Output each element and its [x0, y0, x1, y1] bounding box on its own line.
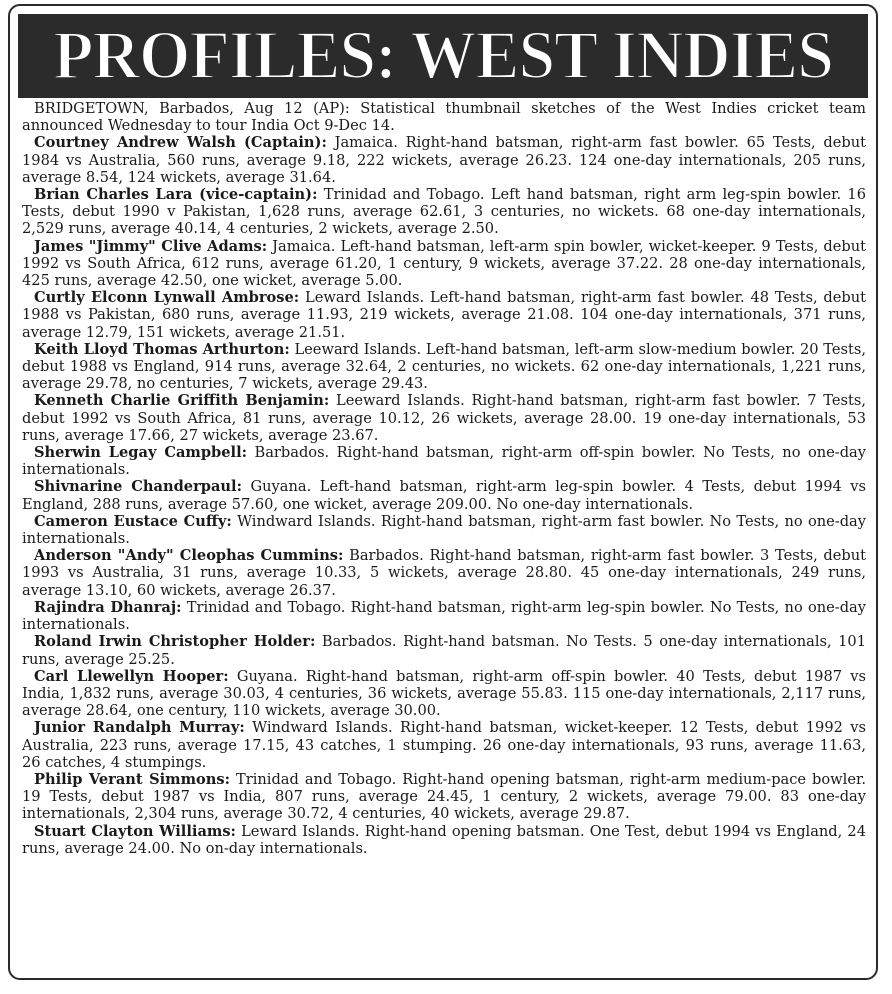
player-stats: Guyana. Right-hand batsman, right-arm off-spin bowler. 40 Tests, debut 1987 vs India, 1,832 runs, average 30.03, 4 centuries, 36 wickets, average 55.83. 115 one-day internationals, 2,117 runs, average 28.64, one century, 110 wickets, average 30.00.	[22, 667, 866, 720]
player-name: Rajindra Dhanraj:	[34, 598, 182, 616]
player-name: James "Jimmy" Clive Adams:	[34, 237, 268, 255]
player-name: Courtney Andrew Walsh (Captain):	[34, 134, 327, 152]
player-name: Curtly Elconn Lynwall Ambrose:	[34, 289, 300, 307]
player-profile	[22, 289, 866, 341]
player-profile	[22, 134, 866, 186]
headline: PROFILES: WEST INDIES	[53, 17, 833, 94]
player-name: Shivnarine Chanderpaul:	[34, 478, 242, 496]
player-stats: Jamaica. Left-hand batsman, left-arm spin bowler, wicket-keeper. 9 Tests, debut 1992 vs South Africa, 612 runs, average 61.20, 1 century, 9 wickets, average 37.22. 28 one-day internationals, 425 runs, average 42.50, one wicket, average 5.00.	[22, 237, 866, 290]
player-profile	[22, 633, 866, 667]
player-profile	[22, 478, 866, 512]
player-stats: Barbados. Right-hand batsman, right-arm fast bowler. 3 Tests, debut 1993 vs Australia, 31 runs, average 10.33, 5 wickets, average 28.80. 45 one-day internationals, 249 runs, average 13.10, 60 wickets, average 26.37.	[22, 547, 866, 599]
player-name: Carl Llewellyn Hooper:	[34, 667, 229, 685]
player-name: Stuart Clayton Williams:	[34, 822, 236, 840]
player-stats: Windward Islands. Right-hand batsman, right-arm fast bowler. No Tests, no one-day internationals.	[22, 512, 866, 548]
player-profile	[22, 668, 866, 720]
player-name: Kenneth Charlie Griffith Benjamin:	[34, 392, 330, 410]
player-profile	[22, 444, 866, 478]
player-profile	[22, 547, 866, 599]
player-profile	[22, 341, 866, 393]
player-profile	[22, 392, 866, 444]
player-profile	[22, 599, 866, 633]
player-stats: Leward Islands. Right-hand opening batsman. One Test, debut 1994 vs England, 24 runs, average 24.00. No on-day internationals.	[22, 822, 866, 857]
player-stats: Leeward Islands. Right-hand batsman, right-arm fast bowler. 7 Tests, debut 1992 vs South Africa, 81 runs, average 10.12, 26 wickets, average 28.00. 19 one-day internationals, 53 runs, average 17.66, 27 wickets, average 23.67.	[22, 392, 866, 444]
player-stats: Leward Islands. Left-hand batsman, right-arm fast bowler. 48 Tests, debut 1988 vs Pakistan, 680 runs, average 11.93, 219 wickets, average 21.08. 104 one-day internationals, 371 runs, average 12.79, 151 wickets, average 21.51.	[22, 289, 866, 341]
headline-banner	[18, 14, 868, 98]
article-body	[22, 100, 866, 857]
player-name: Brian Charles Lara (vice-captain):	[34, 186, 318, 204]
player-stats: Leeward Islands. Left-hand batsman, left-arm slow-medium bowler. 20 Tests, debut 1988 vs England, 914 runs, average 32.64, 2 centuries, no wickets. 62 one-day internationals, 1,221 runs, average 29.78, no centuries, 7 wickets, average 29.43.	[22, 340, 866, 393]
player-stats: Guyana. Left-hand batsman, right-arm leg-spin bowler. 4 Tests, debut 1994 vs England, 288 runs, average 57.60, one wicket, average 209.00. No one-day internationals.	[22, 478, 866, 513]
player-stats: Jamaica. Right-hand batsman, right-arm fast bowler. 65 Tests, debut 1984 vs Australia, 560 runs, average 9.18, 222 wickets, average 26.23. 124 one-day internationals, 205 runs, average 8.54, 124 wickets, average 31.64.	[22, 134, 866, 186]
player-stats: Windward Islands. Right-hand batsman, wicket-keeper. 12 Tests, debut 1992 vs Australia, 223 runs, average 17.15, 43 catches, 1 stumping. 26 one-day internationals, 93 runs, average 11.63, 26 catches, 4 stumpings.	[22, 719, 866, 771]
player-stats: Trinidad and Tobago. Right-hand batsman, right-arm leg-spin bowler. No Tests, no one-day internationals.	[22, 598, 866, 634]
player-profile	[22, 719, 866, 771]
player-name: Sherwin Legay Campbell:	[34, 444, 248, 462]
player-name: Cameron Eustace Cuffy:	[34, 512, 232, 530]
player-name: Junior Randalph Murray:	[34, 719, 245, 737]
player-name: Philip Verant Simmons:	[34, 770, 230, 788]
player-stats: Trinidad and Tobago. Left hand batsman, right arm leg-spin bowler. 16 Tests, debut 1990 v Pakistan, 1,628 runs, average 62.61, 3 centuries, no wickets. 68 one-day internationals, 2,529 runs, average 40.14, 4 centuries, 2 wickets, average 2.50.	[22, 186, 867, 238]
profiles-list	[22, 134, 866, 857]
player-profile	[22, 513, 866, 547]
player-name: Roland Irwin Christopher Holder:	[34, 633, 316, 651]
player-stats: Barbados. Right-hand batsman. No Tests. 5 one-day internationals, 101 runs, average 25.25.	[22, 633, 866, 668]
player-name: Keith Lloyd Thomas Arthurton:	[34, 340, 290, 358]
player-stats: Trinidad and Tobago. Right-hand opening batsman, right-arm medium-pace bowler. 19 Tests, debut 1987 vs India, 807 runs, average 24.45, 1 century, 2 wickets, average 79.00. 83 one-day internationals, 2,304 runs, average 30.72, 4 centuries, 40 wickets, average 29.87.	[22, 770, 866, 823]
player-profile	[22, 771, 866, 823]
player-name: Anderson "Andy" Cleophas Cummins:	[34, 547, 344, 565]
player-profile	[22, 186, 866, 238]
player-profile	[22, 238, 866, 290]
player-profile	[22, 823, 866, 857]
intro-paragraph: BRIDGETOWN, Barbados, Aug 12 (AP): Statistical thumbnail sketches of the West Indies cricket team announced Wednesday to tour India Oct 9-Dec 14.	[22, 100, 866, 135]
player-stats: Barbados. Right-hand batsman, right-arm off-spin bowler. No Tests, no one-day internationals.	[22, 444, 866, 479]
